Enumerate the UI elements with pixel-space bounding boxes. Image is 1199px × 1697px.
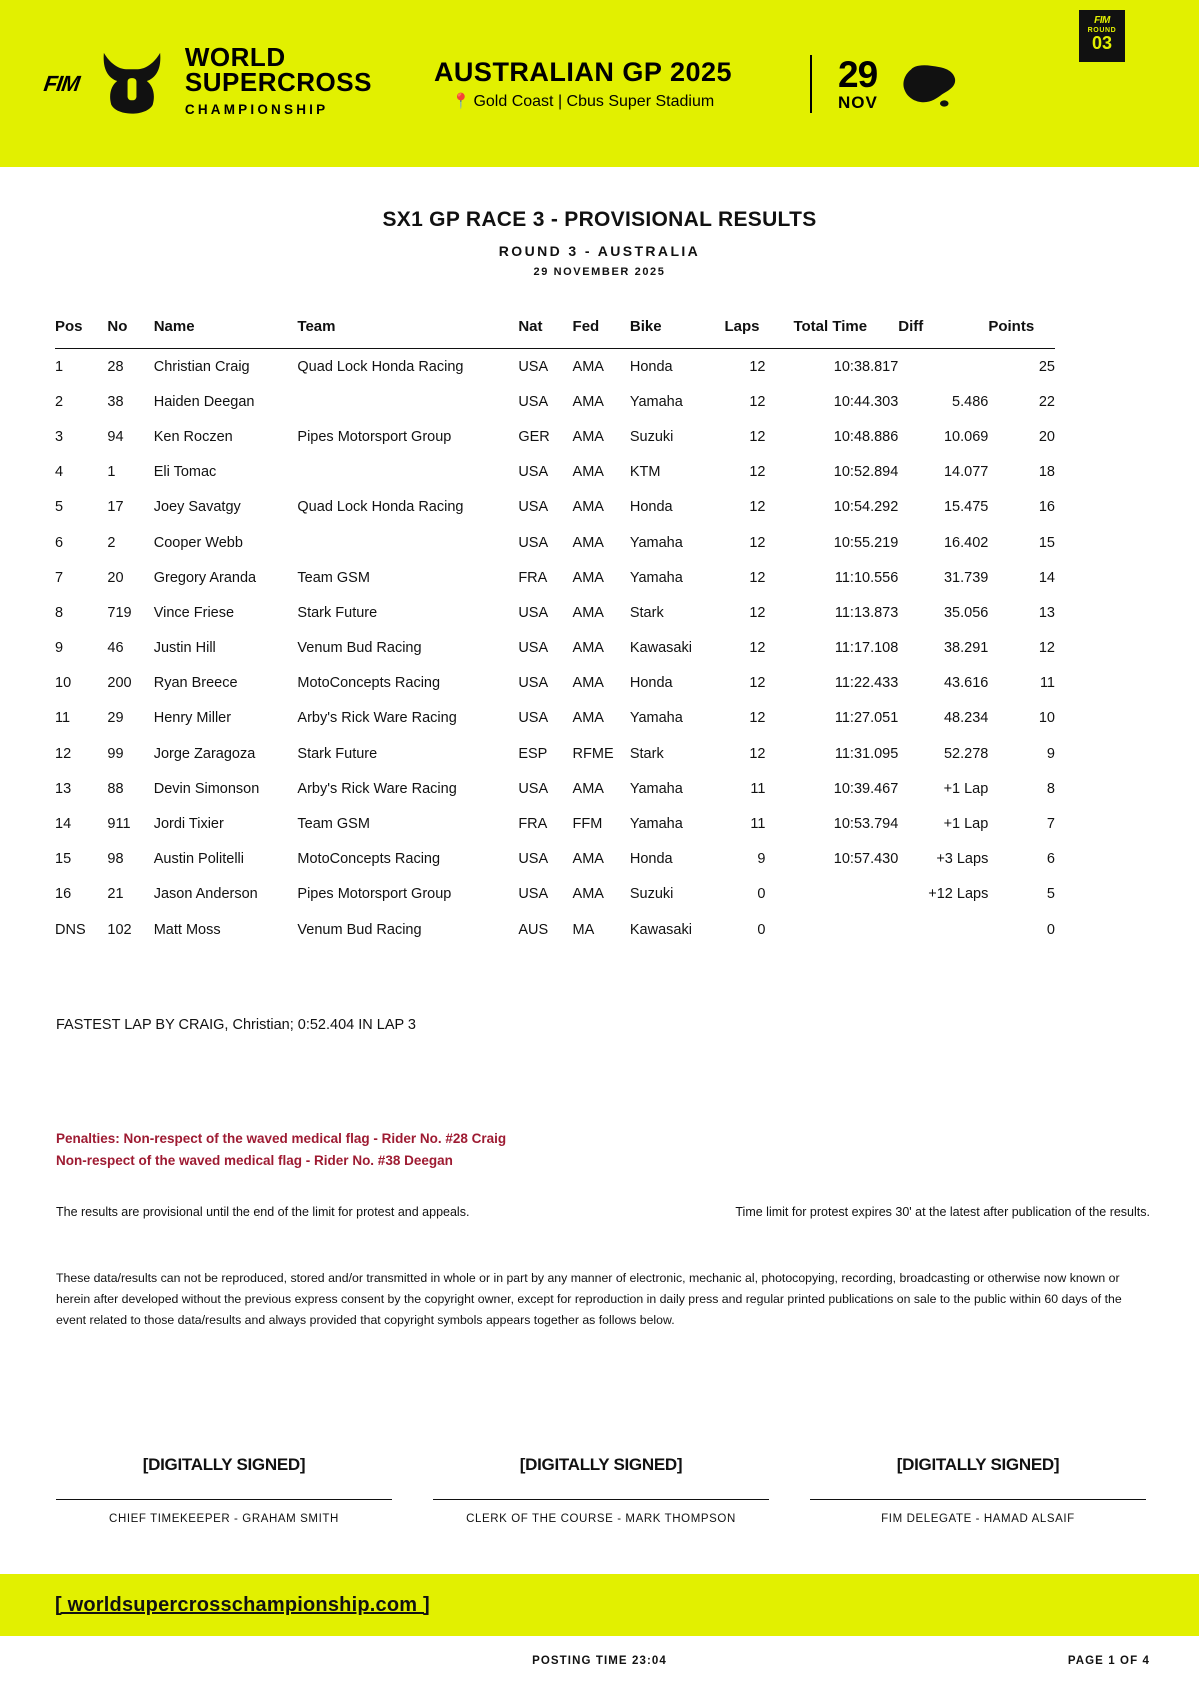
- cell-rider-name: Ken Roczen: [153, 428, 233, 445]
- cell-team-name: [297, 384, 518, 419]
- cell-team-name: Team GSM: [297, 569, 370, 586]
- website-link[interactable]: [ worldsupercrosschampionship.com ]: [55, 1593, 430, 1616]
- cell-nationality: ESP: [518, 745, 548, 762]
- cell-team-name: Stark Future: [297, 604, 378, 621]
- cell-federation: AMA: [572, 534, 604, 551]
- cell-total-time: 10:52.894: [833, 464, 899, 481]
- cell-federation: AMA: [572, 569, 604, 586]
- cell-total-time: 10:38.817: [833, 358, 899, 375]
- cell-bike-make: Yamaha: [629, 569, 683, 586]
- cell-nationality: USA: [518, 604, 549, 621]
- posting-time: POSTING TIME 23:04: [532, 1655, 667, 1667]
- cell-points: 18: [1038, 464, 1055, 481]
- cell-position: 8: [55, 604, 64, 621]
- fim-logo: FIM: [42, 70, 81, 96]
- cell-position: 12: [55, 745, 72, 762]
- cell-bike-make: Yamaha: [629, 534, 683, 551]
- cell-nationality: USA: [518, 675, 549, 692]
- cell-diff: +1 Lap: [943, 816, 989, 833]
- event-info: [434, 57, 732, 111]
- cell-rider-number: 38: [107, 393, 124, 410]
- round-badge-number: 03: [1091, 33, 1113, 53]
- table-row: [55, 912, 1055, 947]
- championship-line-2: SUPERCROSS: [184, 67, 372, 97]
- column-header-laps: Laps: [724, 318, 793, 349]
- cell-nationality: USA: [518, 710, 549, 727]
- cell-rider-number: 21: [107, 886, 124, 903]
- cell-bike-make: Honda: [629, 851, 673, 868]
- cell-rider-number: 911: [107, 816, 131, 833]
- cell-laps: 9: [757, 851, 766, 868]
- cell-team-name: MotoConcepts Racing: [297, 675, 441, 692]
- table-row: [55, 525, 1055, 560]
- cell-federation: AMA: [572, 428, 604, 445]
- cell-position: 14: [55, 816, 72, 833]
- table-row: [55, 631, 1055, 666]
- cell-total-time: 11:31.095: [834, 745, 899, 762]
- cell-rider-name: Jason Anderson: [153, 886, 258, 903]
- column-header-nat: Nat: [518, 318, 572, 349]
- cell-federation: AMA: [572, 499, 604, 516]
- bull-logo-icon: [95, 47, 169, 121]
- cell-nationality: USA: [518, 464, 549, 481]
- cell-bike-make: Yamaha: [629, 780, 683, 797]
- cell-diff: 31.739: [943, 569, 989, 586]
- cell-points: 7: [1046, 816, 1055, 833]
- results-table-container: [55, 318, 1055, 947]
- cell-total-time: 11:27.051: [834, 710, 899, 727]
- event-date-day: 29: [838, 54, 878, 95]
- cell-total-time: 11:17.108: [834, 640, 899, 657]
- cell-diff: 15.475: [943, 499, 989, 516]
- cell-rider-number: 1: [107, 464, 116, 481]
- column-header-team: Team: [297, 318, 518, 349]
- cell-total-time: 11:10.556: [834, 569, 899, 586]
- table-row: [55, 419, 1055, 454]
- cell-rider-name: Vince Friese: [153, 604, 235, 621]
- cell-team-name: Team GSM: [297, 816, 370, 833]
- provisional-note: The results are provisional until the end of the limit for protest and appeals.: [56, 1205, 470, 1219]
- cell-nationality: USA: [518, 393, 549, 410]
- cell-points: 0: [1046, 921, 1055, 938]
- cell-nationality: GER: [518, 428, 550, 445]
- cell-rider-number: 2: [107, 534, 116, 551]
- event-name: AUSTRALIAN GP 2025: [433, 56, 733, 87]
- cell-diff: 48.234: [943, 710, 989, 727]
- cell-nationality: USA: [518, 358, 549, 375]
- cell-laps: 12: [749, 534, 766, 551]
- table-row: [55, 771, 1055, 806]
- cell-position: 13: [55, 780, 72, 797]
- event-date-month: NOV: [838, 93, 878, 112]
- cell-federation: AMA: [572, 604, 604, 621]
- cell-rider-name: Christian Craig: [153, 358, 250, 375]
- round-badge-fim: FIM: [1094, 15, 1110, 26]
- cell-total-time: [793, 912, 898, 947]
- table-row: [55, 806, 1055, 841]
- cell-laps: 12: [749, 604, 766, 621]
- cell-laps: 12: [749, 428, 766, 445]
- cell-diff: +12 Laps: [928, 886, 989, 903]
- cell-bike-make: Honda: [629, 358, 673, 375]
- column-header-points: Points: [988, 318, 1055, 349]
- cell-federation: FFM: [572, 816, 603, 833]
- cell-position: DNS: [55, 921, 86, 938]
- cell-total-time: 10:54.292: [833, 499, 899, 516]
- cell-federation: AMA: [572, 886, 604, 903]
- cell-diff: +3 Laps: [936, 851, 989, 868]
- cell-position: 5: [55, 499, 64, 516]
- cell-team-name: Arby's Rick Ware Racing: [297, 710, 457, 727]
- table-row: [55, 349, 1055, 385]
- fastest-lap-note: FASTEST LAP BY CRAIG, Christian; 0:52.404 IN LAP 3: [56, 1017, 416, 1033]
- table-row: [55, 384, 1055, 419]
- cell-nationality: USA: [518, 886, 549, 903]
- cell-rider-name: Austin Politelli: [153, 851, 244, 868]
- page-subtitle: ROUND 3 - AUSTRALIA: [498, 243, 701, 259]
- cell-nationality: USA: [518, 851, 549, 868]
- cell-total-time: 11:13.873: [834, 604, 899, 621]
- cell-rider-name: Ryan Breece: [153, 675, 238, 692]
- cell-nationality: USA: [518, 534, 549, 551]
- cell-laps: 12: [749, 499, 766, 516]
- results-table: [55, 318, 1055, 947]
- penalty-line-1: Penalties: Non-respect of the waved medical flag - Rider No. #28 Craig: [56, 1131, 507, 1146]
- cell-position: 3: [55, 428, 64, 445]
- table-row: [55, 666, 1055, 701]
- column-header-total-time: Total Time: [793, 318, 898, 349]
- signature-mark: [DIGITALLY SIGNED]: [142, 1455, 306, 1474]
- signature-label: FIM DELEGATE - HAMAD ALSAIF: [881, 1513, 1075, 1526]
- cell-points: 22: [1038, 393, 1055, 410]
- cell-federation: AMA: [572, 710, 604, 727]
- signature-mark: [DIGITALLY SIGNED]: [896, 1455, 1060, 1474]
- cell-points: 5: [1046, 886, 1055, 903]
- cell-diff: 43.616: [943, 675, 989, 692]
- location-pin-icon: 📍: [451, 93, 471, 110]
- cell-federation: RFME: [572, 745, 614, 762]
- cell-team-name: Arby's Rick Ware Racing: [297, 780, 457, 797]
- cell-points: 11: [1039, 675, 1055, 692]
- cell-federation: AMA: [572, 780, 604, 797]
- column-header-pos: Pos: [55, 318, 107, 349]
- cell-diff: 52.278: [943, 745, 989, 762]
- signature-line: [56, 1499, 392, 1500]
- copyright-note: These data/results can not be reproduced, stored and/or transmitted in whole or in part by any manner of electronic, mechanic al, photocopying, recording, broadcasting or otherwise now known or herein after developed without the previous express consent by the copyright owner, except for reproduction in daily press and regular printed publications on sale to the public within 60 days of the event related to those data/results and always provided that copyright symbols appears together as follows below.: [56, 1271, 1122, 1327]
- cell-rider-name: Joey Savatgy: [153, 499, 241, 516]
- cell-federation: AMA: [572, 851, 604, 868]
- cell-nationality: AUS: [518, 921, 549, 938]
- cell-team-name: Stark Future: [297, 745, 378, 762]
- cell-rider-number: 20: [107, 569, 124, 586]
- championship-line-3: CHAMPIONSHIP: [184, 102, 329, 117]
- cell-rider-name: Henry Miller: [153, 710, 232, 727]
- cell-diff: 14.077: [943, 464, 989, 481]
- cell-diff: 10.069: [943, 428, 989, 445]
- cell-team-name: Venum Bud Racing: [297, 640, 422, 657]
- cell-team-name: Pipes Motorsport Group: [297, 886, 452, 903]
- penalty-line-2: Non-respect of the waved medical flag - Rider No. #38 Deegan: [56, 1153, 453, 1168]
- cell-total-time: 10:53.794: [833, 816, 899, 833]
- table-row: [55, 560, 1055, 595]
- event-venue: [434, 93, 732, 111]
- championship-title: [184, 42, 372, 122]
- cell-team-name: Quad Lock Honda Racing: [297, 499, 464, 516]
- cell-bike-make: Honda: [629, 499, 673, 516]
- cell-laps: 12: [749, 710, 766, 727]
- cell-rider-name: Haiden Deegan: [153, 393, 255, 410]
- cell-rider-number: 28: [107, 358, 124, 375]
- signature-label: CLERK OF THE COURSE - MARK THOMPSON: [466, 1513, 736, 1526]
- cell-points: 6: [1046, 851, 1055, 868]
- cell-rider-number: 17: [107, 499, 124, 516]
- column-header-no: No: [107, 318, 153, 349]
- page-title: SX1 GP RACE 3 - PROVISIONAL RESULTS: [382, 208, 817, 231]
- table-row: [55, 455, 1055, 490]
- cell-bike-make: Kawasaki: [629, 640, 692, 657]
- cell-points: 15: [1038, 534, 1055, 551]
- event-date: [838, 56, 878, 111]
- cell-bike-make: Kawasaki: [629, 921, 692, 938]
- cell-team-name: Venum Bud Racing: [297, 921, 422, 938]
- cell-bike-make: Suzuki: [629, 428, 674, 445]
- cell-points: 14: [1038, 569, 1055, 586]
- cell-bike-make: Yamaha: [629, 393, 683, 410]
- cell-team-name: Pipes Motorsport Group: [297, 428, 452, 445]
- cell-position: 15: [55, 851, 72, 868]
- signature-chief-timekeeper: [56, 1455, 392, 1525]
- table-row: [55, 736, 1055, 771]
- cell-bike-make: Yamaha: [629, 816, 683, 833]
- header-divider: [810, 55, 812, 113]
- cell-federation: AMA: [572, 393, 604, 410]
- column-header-fed: Fed: [573, 318, 630, 349]
- cell-federation: MA: [572, 921, 595, 938]
- cell-rider-number: 94: [107, 428, 124, 445]
- cell-points: 12: [1038, 640, 1055, 657]
- cell-position: 1: [55, 358, 64, 375]
- cell-rider-name: Justin Hill: [153, 640, 216, 657]
- cell-points: 16: [1038, 499, 1055, 516]
- table-row: [55, 490, 1055, 525]
- cell-points: 13: [1038, 604, 1055, 621]
- signatures-row: [56, 1455, 1146, 1525]
- cell-nationality: USA: [518, 499, 549, 516]
- cell-position: 4: [55, 464, 64, 481]
- cell-rider-name: Devin Simonson: [153, 780, 260, 797]
- championship-line-1: WORLD: [184, 42, 286, 72]
- cell-position: 6: [55, 534, 64, 551]
- australia-map-icon: [896, 58, 962, 110]
- cell-rider-number: 88: [107, 780, 124, 797]
- cell-diff: 5.486: [952, 393, 989, 410]
- cell-bike-make: Yamaha: [629, 710, 683, 727]
- cell-points: 9: [1046, 745, 1055, 762]
- cell-points: 20: [1038, 428, 1055, 445]
- cell-points: 8: [1046, 780, 1055, 797]
- cell-rider-number: 200: [107, 675, 132, 692]
- cell-diff: 16.402: [943, 534, 989, 551]
- cell-laps: 0: [757, 886, 766, 903]
- table-row: [55, 877, 1055, 912]
- cell-rider-number: 102: [107, 921, 132, 938]
- cell-laps: 12: [749, 358, 766, 375]
- round-badge-label: ROUND: [1087, 27, 1117, 34]
- cell-points: 10: [1038, 710, 1055, 727]
- cell-rider-name: Cooper Webb: [153, 534, 243, 551]
- cell-rider-number: 719: [107, 604, 132, 621]
- cell-laps: 12: [749, 393, 766, 410]
- cell-laps: 11: [750, 780, 766, 797]
- cell-team-name: [297, 455, 518, 490]
- cell-diff: 38.291: [943, 640, 989, 657]
- cell-diff: [898, 912, 988, 947]
- cell-bike-make: Suzuki: [629, 886, 674, 903]
- cell-rider-name: Jordi Tixier: [153, 816, 224, 833]
- table-header-row: [55, 318, 1055, 349]
- table-row: [55, 701, 1055, 736]
- cell-diff: +1 Lap: [943, 780, 989, 797]
- cell-rider-name: Jorge Zaragoza: [153, 745, 256, 762]
- cell-nationality: FRA: [518, 816, 548, 833]
- results-table-body: [55, 349, 1055, 948]
- signature-fim-delegate: [810, 1455, 1146, 1525]
- cell-total-time: 10:44.303: [833, 393, 899, 410]
- cell-federation: AMA: [572, 358, 604, 375]
- column-header-name: Name: [154, 318, 298, 349]
- cell-total-time: 10:39.467: [833, 780, 899, 797]
- cell-laps: 11: [750, 816, 766, 833]
- cell-team-name: Quad Lock Honda Racing: [297, 358, 464, 375]
- cell-bike-make: Honda: [629, 675, 673, 692]
- cell-position: 11: [55, 710, 71, 727]
- cell-points: 25: [1038, 358, 1055, 375]
- cell-rider-name: Matt Moss: [153, 921, 221, 938]
- cell-rider-number: 46: [107, 640, 124, 657]
- penalties-block: [56, 1128, 506, 1172]
- cell-total-time: 10:55.219: [833, 534, 899, 551]
- cell-position: 2: [55, 393, 64, 410]
- cell-rider-number: 29: [107, 710, 124, 727]
- cell-rider-name: Gregory Aranda: [153, 569, 257, 586]
- cell-total-time: 10:48.886: [833, 428, 899, 445]
- cell-laps: 12: [749, 745, 766, 762]
- cell-federation: AMA: [572, 464, 604, 481]
- table-row: [55, 842, 1055, 877]
- footer-bar: [0, 1574, 1199, 1636]
- signature-mark: [DIGITALLY SIGNED]: [519, 1455, 683, 1474]
- cell-team-name: [297, 525, 518, 560]
- page-date: 29 NOVEMBER 2025: [533, 266, 666, 278]
- round-badge: [1079, 10, 1125, 62]
- column-header-bike: Bike: [630, 318, 725, 349]
- column-header-diff: Diff: [898, 318, 988, 349]
- cell-position: 16: [55, 886, 72, 903]
- cell-diff: 35.056: [943, 604, 989, 621]
- cell-nationality: FRA: [518, 569, 548, 586]
- cell-position: 7: [55, 569, 64, 586]
- page-number: PAGE 1 OF 4: [1067, 1655, 1150, 1667]
- cell-nationality: USA: [518, 640, 549, 657]
- event-venue-label: Gold Coast | Cbus Super Stadium: [473, 92, 715, 110]
- cell-team-name: MotoConcepts Racing: [297, 851, 441, 868]
- cell-federation: AMA: [572, 675, 604, 692]
- cell-laps: 0: [757, 921, 766, 938]
- cell-diff: [898, 349, 988, 385]
- cell-nationality: USA: [518, 780, 549, 797]
- cell-federation: AMA: [572, 640, 604, 657]
- protest-note: Time limit for protest expires 30' at the latest after publication of the results.: [735, 1205, 1150, 1219]
- cell-rider-name: Eli Tomac: [153, 464, 217, 481]
- cell-laps: 12: [749, 569, 766, 586]
- signature-label: CHIEF TIMEKEEPER - GRAHAM SMITH: [109, 1513, 339, 1526]
- cell-rider-number: 99: [107, 745, 124, 762]
- signature-line: [433, 1499, 769, 1500]
- cell-laps: 12: [749, 464, 766, 481]
- cell-position: 10: [55, 675, 72, 692]
- cell-total-time: [793, 877, 898, 912]
- cell-laps: 12: [749, 675, 766, 692]
- cell-rider-number: 98: [107, 851, 124, 868]
- page-header: [0, 0, 1199, 167]
- cell-total-time: 10:57.430: [833, 851, 899, 868]
- cell-laps: 12: [749, 640, 766, 657]
- table-row: [55, 595, 1055, 630]
- cell-total-time: 11:22.433: [834, 675, 899, 692]
- cell-bike-make: Stark: [629, 745, 664, 762]
- cell-bike-make: Stark: [629, 604, 664, 621]
- cell-bike-make: KTM: [629, 464, 661, 481]
- signature-line: [810, 1499, 1146, 1500]
- signature-clerk-of-course: [433, 1455, 769, 1525]
- cell-position: 9: [55, 640, 64, 657]
